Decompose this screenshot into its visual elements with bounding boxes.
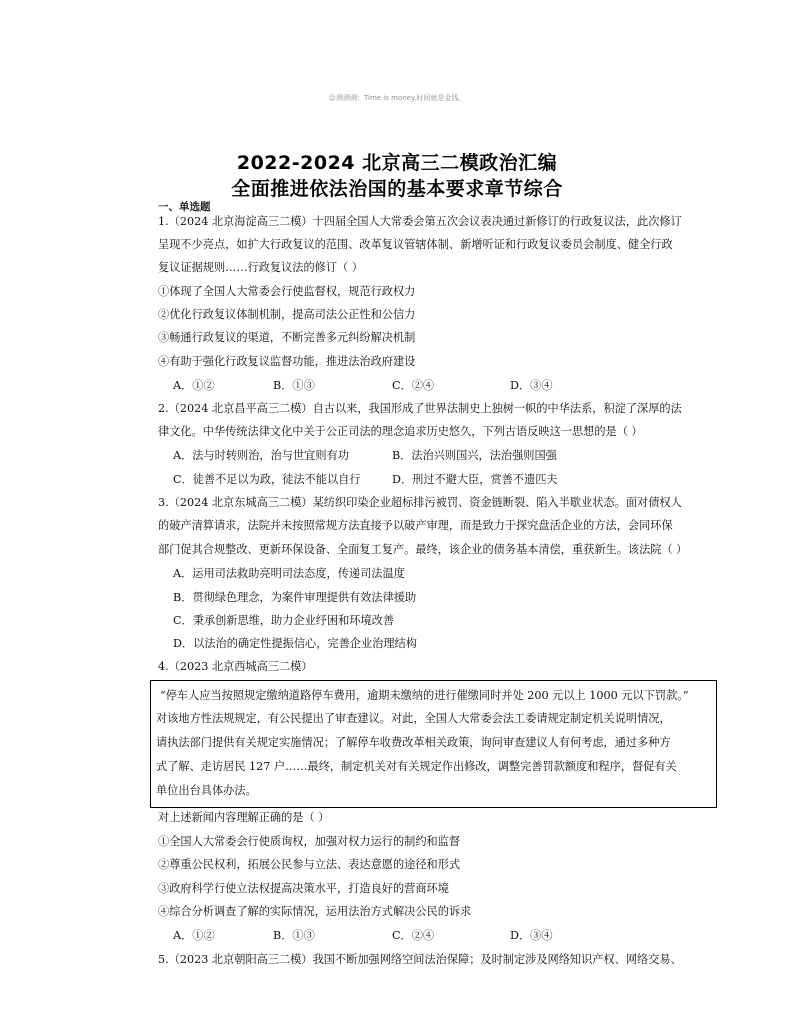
question-4-material-line: 单位出台具体办法。 — [156, 784, 257, 797]
question-2-text-line: 律文化。中华传统法律文化中关于公正司法的理念追求历史悠久，下列古语反映这一思想的是（ ） — [158, 425, 643, 438]
question-3-text-line: 的破产清算请求，法院并未按照常规方法直接予以破产审理，而是致力于探究盘活企业的方法，会同环保 — [158, 519, 673, 532]
question-4-option-c[interactable]: C．②④ — [392, 929, 435, 942]
question-2-option-a[interactable]: A．法与时转则治，治与世宜则有功 — [173, 449, 349, 462]
question-4-material-line: 式了解、走访居民 127 户……最终，制定机关对有关规定作出修改，调整完善罚款额度和程序，督促有关 — [156, 760, 677, 773]
question-4-option-d[interactable]: D．③④ — [510, 929, 553, 942]
question-4-material-line: “停车人应当按照规定缴纳道路停车费用，逾期未缴纳的进行催缴同时并处 200 元以上 1000 元以下罚款。” — [160, 689, 689, 702]
question-4-statement: ④综合分析调查了解的实际情况，运用法治方式解决公民的诉求 — [158, 905, 472, 918]
question-2-option-c[interactable]: C．徒善不足以为政，徒法不能以自行 — [173, 473, 361, 486]
question-3-option-d[interactable]: D．以法治的确定性提振信心，完善企业治理结构 — [173, 637, 417, 650]
document-subtitle: 全面推进依法治国的基本要求章节综合 — [231, 178, 563, 200]
question-1-option-a[interactable]: A．①② — [173, 379, 215, 392]
question-3-option-a[interactable]: A．运用司法救助亮明司法态度，传递司法温度 — [173, 567, 405, 580]
question-3-option-c[interactable]: C．秉承创新思维，助力企业纾困和环境改善 — [173, 614, 395, 627]
question-1-text-line: 复议证据规则……行政复议法的修订（ ） — [158, 261, 363, 274]
question-1-option-c[interactable]: C．②④ — [392, 379, 435, 392]
question-4-option-a[interactable]: A．①② — [173, 929, 215, 942]
question-1-text-line: 呈现不少亮点，如扩大行政复议的范围、改革复议管辖体制、新增听证和行政复议委员会制度、健全行政 — [158, 238, 673, 251]
question-1-option-d[interactable]: D．③④ — [510, 379, 553, 392]
question-4-statement: ①全国人大常委会行使质询权，加强对权力运行的制约和监督 — [158, 835, 461, 848]
document-title: 2022-2024 北京高三二模政治汇编 — [236, 152, 558, 174]
question-3-option-b[interactable]: B．贯彻绿色理念，为案件审理提供有效法律援助 — [173, 591, 417, 604]
question-5-text-line: 5.（2023 北京朝阳高三二模）我国不断加强网络空间法治保障；及时制定涉及网络知识产权、网络交易、 — [158, 953, 682, 966]
question-1-option-b[interactable]: B．①③ — [273, 379, 315, 392]
question-4-material-line: 对该地方性法规规定，有公民提出了审查建议。对此，全国人大常委会法工委请规定制定机关说明情况， — [156, 712, 671, 725]
question-4-statement: ②尊重公民权利，拓展公民参与立法、表达意愿的途径和形式 — [158, 858, 461, 871]
section-heading: 一、单选题 — [158, 201, 211, 213]
question-4-material-line: 请执法部门提供有关规定实施情况；了解停车收费改革相关政策，询问审查建议人有何考虑，通过多种方 — [156, 736, 671, 749]
question-1-statement: ①体现了全国人大常委会行使监督权，规范行政权力 — [158, 285, 416, 298]
question-2-text-line: 2.（2024 北京昌平高三二模）自古以来，我国形成了世界法制史上独树一帜的中华法系，积淀了深厚的法 — [158, 402, 682, 415]
question-4-statement: ③政府科学行使立法权提高决策水平，打造良好的营商环境 — [158, 882, 449, 895]
question-2-option-b[interactable]: B．法治兴则国兴，法治强则国强 — [392, 449, 557, 462]
question-3-text-line: 部门促其合规整改、更新环保设备、全面复工复产。最终，该企业的债务基本清偿，重获新生。该法院（ ） — [158, 543, 688, 556]
question-1-text-line: 1.（2024 北京海淀高三二模）十四届全国人大常委会第五次会议表决通过新修订的行政复议法，此次修订 — [158, 215, 682, 228]
question-3-text-line: 3.（2024 北京东城高三二模）某纺织印染企业超标排污被罚、资金链断裂、陷入半歇业状态。面对债权人 — [158, 496, 682, 509]
question-4-option-b[interactable]: B．①③ — [273, 929, 315, 942]
question-4-header: 4.（2023 北京西城高三二模） — [158, 660, 313, 673]
question-1-statement: ④有助于强化行政复议监督功能，推进法治政府建设 — [158, 355, 416, 368]
question-1-statement: ③畅通行政复议的渠道，不断完善多元纠纷解决机制 — [158, 331, 416, 344]
question-2-option-d[interactable]: D．刑过不避大臣，赏善不遗匹夫 — [392, 473, 558, 486]
watermark: ☺测测测：Time is money.时间就是金钱。 — [328, 94, 466, 102]
question-4-question: 对上述新闻内容理解正确的是（ ） — [158, 811, 330, 824]
question-1-statement: ②优化行政复议体制机制，提高司法公正性和公信力 — [158, 308, 416, 321]
